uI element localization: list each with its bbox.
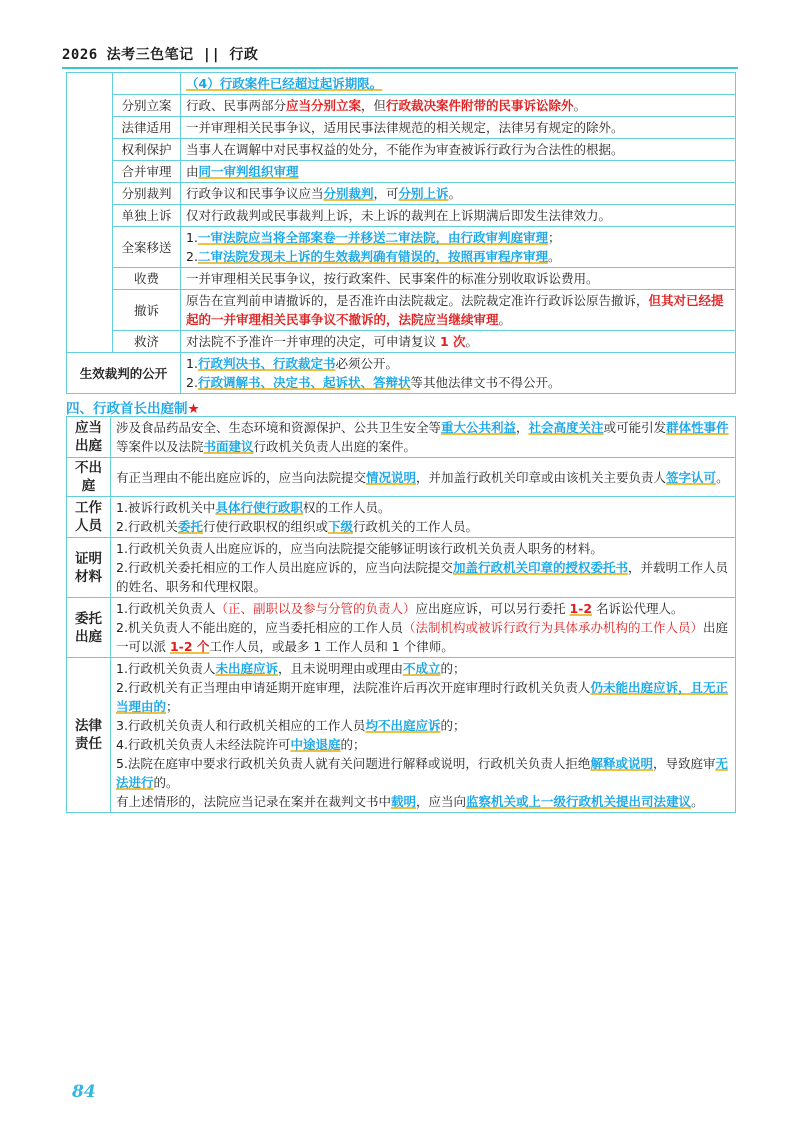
- row-separate-filing: 行政、民事两部分应当分别立案，但行政裁决案件附带的民事诉讼除外。: [181, 95, 736, 117]
- row-judgment-publicity: 1.行政判决书、行政裁定书必须公开。 2.行政调解书、决定书、起诉状、答辩状等其他法律文书不得公开。: [181, 353, 736, 394]
- key-not-appear: 不出庭: [67, 458, 111, 497]
- row-expired-limitation: [181, 73, 736, 95]
- key-separate-judgment: 分别裁判: [113, 183, 181, 205]
- row-separate-judgment: 行政争议和民事争议应当分别裁判，可分别上诉。: [181, 183, 736, 205]
- row-merged-trial: 由同一审判组织审理: [181, 161, 736, 183]
- key-law-application: 法律适用: [113, 117, 181, 139]
- row-rights-protection: 当事人在调解中对民事权益的处分，不能作为审查被诉行政行为合法性的根据。: [181, 139, 736, 161]
- key-staff: 工作人员: [67, 497, 111, 538]
- key-withdrawal: 撤诉: [113, 290, 181, 331]
- key-merged-trial: 合并审理: [113, 161, 181, 183]
- chief-appearance-table: [66, 416, 736, 813]
- row-remedy: 对法院不予准许一并审理的决定，可申请复议 1 次。: [181, 331, 736, 353]
- key-fees: 收费: [113, 268, 181, 290]
- table1-blank-cell: [67, 73, 113, 353]
- section-title: 四、行政首长出庭制★: [66, 401, 200, 417]
- star-icon: ★: [187, 401, 200, 417]
- row-should-appear: 涉及食品药品安全、生态环境和资源保护、公共卫生安全等重大公共利益，社会高度关注或可能引发群体性事件等案件以及法院书面建议行政机关负责人出庭的案件。: [111, 417, 736, 458]
- row-fees: 一并审理相关民事争议，按行政案件、民事案件的标准分别收取诉讼费用。: [181, 268, 736, 290]
- row-not-appear: 有正当理由不能出庭应诉的，应当向法院提交情况说明，并加盖行政机关印章或由该机关主要负责人签字认可。: [111, 458, 736, 497]
- row-law-application: 一并审理相关民事争议，适用民事法律规范的相关规定，法律另有规定的除外。: [181, 117, 736, 139]
- expired-limitation-text: （4）行政案件已经超过起诉期限。: [186, 76, 383, 91]
- row-staff: 1.被诉行政机关中具体行使行政职权的工作人员。 2.行政机关委托行使行政职权的组织或下级行政机关的工作人员。: [111, 497, 736, 538]
- row-proof-materials: 1.行政机关负责人出庭应诉的，应当向法院提交能够证明该行政机关负责人职务的材料。 2.行政机关委托相应的工作人员出庭应诉的，应当向法院提交加盖行政机关印章的授权委托书，并载明工作人员的姓名、职务和代理权限。: [111, 538, 736, 598]
- page-number: 84: [72, 1082, 96, 1102]
- key-rights-protection: 权利保护: [113, 139, 181, 161]
- key-judgment-publicity: 生效裁判的公开: [67, 353, 181, 394]
- key-entrust: 委托出庭: [67, 598, 111, 658]
- key-remedy: 救济: [113, 331, 181, 353]
- row-entrust: 1.行政机关负责人（正、副职以及参与分管的负责人）应出庭应诉，可以另行委托 1-2 名诉讼代理人。 2.机关负责人不能出庭的，应当委托相应的工作人员（法制机构或被诉行政行为具体承办机构的工作人员）出庭一可以派 1-2 个工作人员，或最多 1 工作人员和 1 个律师。: [111, 598, 736, 658]
- blank-key: [113, 73, 181, 95]
- page-header-title: 2026 法考三色笔记 || 行政: [62, 47, 259, 63]
- header-rule: [62, 67, 738, 69]
- key-should-appear: 应当出庭: [67, 417, 111, 458]
- row-withdrawal: 原告在宣判前申请撤诉的，是否准许由法院裁定。法院裁定准许行政诉讼原告撤诉，但其对已经提起的一并审理相关民事争议不撤诉的，法院应当继续审理。: [181, 290, 736, 331]
- key-single-appeal: 单独上诉: [113, 205, 181, 227]
- key-proof-materials: 证明材料: [67, 538, 111, 598]
- row-liability: 1.行政机关负责人未出庭应诉，且未说明理由或理由不成立的； 2.行政机关有正当理由申请延期开庭审理，法院准许后再次开庭审理时行政机关负责人仍未能出庭应诉，且无正当理由的； 3.行政机关负责人和行政机关相应的工作人员均不出庭应诉的； 4.行政机关负责人未经法院许可中途退庭的； 5.法院在庭审中要求行政机关负责人就有关问题进行解释或说明，行政机关负责人拒绝解释或说明，导致庭审无法进行的。 有上述情形的，法院应当记录在案并在裁判文书中载明，应当向监察机关或上一级行政机关提出司法建议。: [111, 658, 736, 813]
- key-separate-filing: 分别立案: [113, 95, 181, 117]
- key-liability: 法律责任: [67, 658, 111, 813]
- row-single-appeal: 仅对行政裁判或民事裁判上诉，未上诉的裁判在上诉期满后即发生法律效力。: [181, 205, 736, 227]
- key-full-transfer: 全案移送: [113, 227, 181, 268]
- joint-trial-table: [66, 72, 736, 394]
- row-full-transfer: 1.一审法院应当将全部案卷一并移送二审法院，由行政审判庭审理； 2.二审法院发现未上诉的生效裁判确有错误的，按照再审程序审理。: [181, 227, 736, 268]
